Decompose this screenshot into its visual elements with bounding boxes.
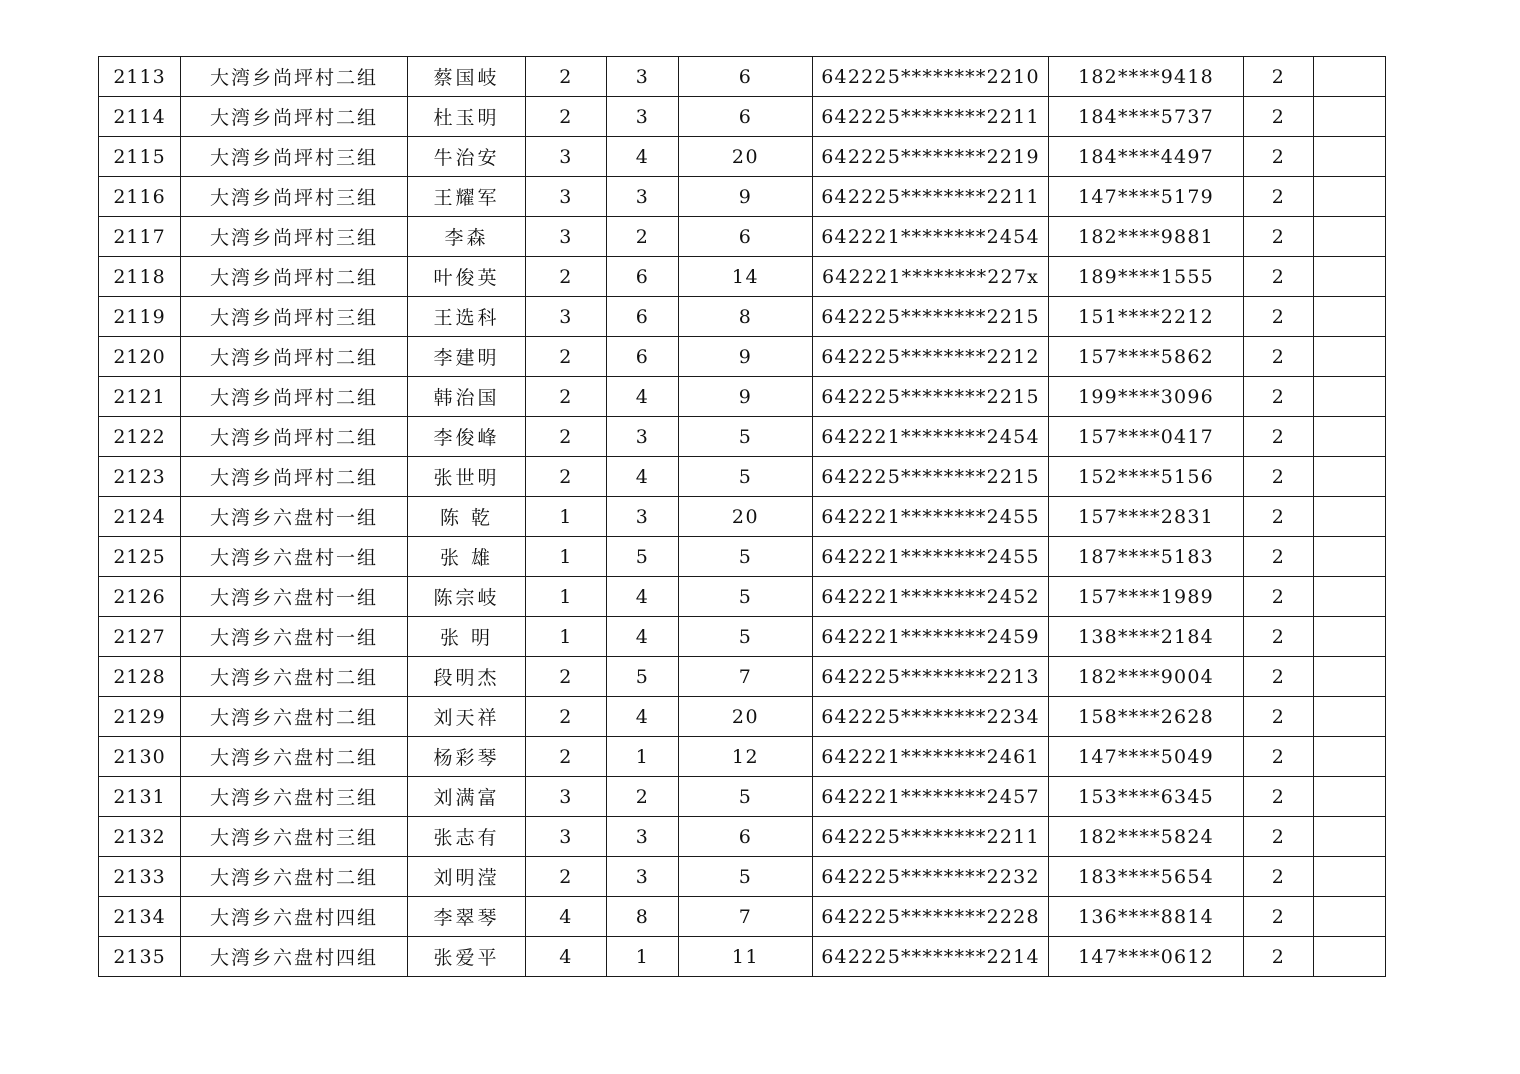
name-cell: 李翠琴 bbox=[408, 897, 526, 937]
phone-number-cell: 157****2831 bbox=[1049, 497, 1244, 537]
name-cell: 张世明 bbox=[408, 457, 526, 497]
value-cell-2: 4 bbox=[607, 617, 679, 657]
id-number-cell: 642225********2214 bbox=[813, 937, 1049, 977]
value-cell-3: 7 bbox=[679, 657, 813, 697]
roster-body bbox=[99, 57, 1386, 977]
table-row bbox=[99, 177, 1386, 217]
value-cell-3: 9 bbox=[679, 377, 813, 417]
table-row bbox=[99, 617, 1386, 657]
remark-cell bbox=[1314, 537, 1386, 577]
remark-cell bbox=[1314, 457, 1386, 497]
serial-number-cell: 2115 bbox=[99, 137, 181, 177]
id-number-cell: 642225********2212 bbox=[813, 337, 1049, 377]
serial-number-cell: 2124 bbox=[99, 497, 181, 537]
value-cell-3: 14 bbox=[679, 257, 813, 297]
value-cell-1: 2 bbox=[526, 97, 607, 137]
remark-cell bbox=[1314, 297, 1386, 337]
value-cell-4: 2 bbox=[1244, 457, 1314, 497]
remark-cell bbox=[1314, 377, 1386, 417]
address-cell: 大湾乡六盘村三组 bbox=[181, 817, 408, 857]
remark-cell bbox=[1314, 217, 1386, 257]
table-row bbox=[99, 657, 1386, 697]
name-cell: 段明杰 bbox=[408, 657, 526, 697]
value-cell-3: 5 bbox=[679, 857, 813, 897]
serial-number-cell: 2128 bbox=[99, 657, 181, 697]
remark-cell bbox=[1314, 817, 1386, 857]
value-cell-4: 2 bbox=[1244, 417, 1314, 457]
id-number-cell: 642221********2454 bbox=[813, 217, 1049, 257]
value-cell-3: 5 bbox=[679, 457, 813, 497]
value-cell-4: 2 bbox=[1244, 737, 1314, 777]
value-cell-3: 6 bbox=[679, 817, 813, 857]
remark-cell bbox=[1314, 657, 1386, 697]
value-cell-4: 2 bbox=[1244, 337, 1314, 377]
table-row bbox=[99, 937, 1386, 977]
id-number-cell: 642225********2228 bbox=[813, 897, 1049, 937]
table-row bbox=[99, 737, 1386, 777]
remark-cell bbox=[1314, 737, 1386, 777]
id-number-cell: 642221********2459 bbox=[813, 617, 1049, 657]
value-cell-1: 2 bbox=[526, 697, 607, 737]
remark-cell bbox=[1314, 577, 1386, 617]
phone-number-cell: 182****5824 bbox=[1049, 817, 1244, 857]
address-cell: 大湾乡尚坪村三组 bbox=[181, 177, 408, 217]
serial-number-cell: 2118 bbox=[99, 257, 181, 297]
id-number-cell: 642225********2213 bbox=[813, 657, 1049, 697]
serial-number-cell: 2116 bbox=[99, 177, 181, 217]
value-cell-1: 2 bbox=[526, 737, 607, 777]
id-number-cell: 642221********2452 bbox=[813, 577, 1049, 617]
name-cell: 王选科 bbox=[408, 297, 526, 337]
table-row bbox=[99, 337, 1386, 377]
value-cell-1: 1 bbox=[526, 577, 607, 617]
value-cell-1: 2 bbox=[526, 257, 607, 297]
value-cell-4: 2 bbox=[1244, 617, 1314, 657]
address-cell: 大湾乡六盘村四组 bbox=[181, 937, 408, 977]
phone-number-cell: 182****9881 bbox=[1049, 217, 1244, 257]
phone-number-cell: 183****5654 bbox=[1049, 857, 1244, 897]
value-cell-2: 6 bbox=[607, 297, 679, 337]
value-cell-3: 5 bbox=[679, 777, 813, 817]
value-cell-3: 6 bbox=[679, 97, 813, 137]
phone-number-cell: 157****1989 bbox=[1049, 577, 1244, 617]
remark-cell bbox=[1314, 937, 1386, 977]
remark-cell bbox=[1314, 897, 1386, 937]
address-cell: 大湾乡六盘村三组 bbox=[181, 777, 408, 817]
name-cell: 李森 bbox=[408, 217, 526, 257]
address-cell: 大湾乡六盘村四组 bbox=[181, 897, 408, 937]
serial-number-cell: 2126 bbox=[99, 577, 181, 617]
value-cell-4: 2 bbox=[1244, 777, 1314, 817]
value-cell-4: 2 bbox=[1244, 137, 1314, 177]
address-cell: 大湾乡尚坪村三组 bbox=[181, 137, 408, 177]
serial-number-cell: 2127 bbox=[99, 617, 181, 657]
value-cell-2: 2 bbox=[607, 777, 679, 817]
address-cell: 大湾乡六盘村二组 bbox=[181, 657, 408, 697]
value-cell-2: 6 bbox=[607, 337, 679, 377]
value-cell-1: 3 bbox=[526, 817, 607, 857]
phone-number-cell: 136****8814 bbox=[1049, 897, 1244, 937]
value-cell-3: 20 bbox=[679, 497, 813, 537]
address-cell: 大湾乡尚坪村二组 bbox=[181, 457, 408, 497]
name-cell: 刘明滢 bbox=[408, 857, 526, 897]
table-row bbox=[99, 537, 1386, 577]
phone-number-cell: 157****5862 bbox=[1049, 337, 1244, 377]
phone-number-cell: 147****5179 bbox=[1049, 177, 1244, 217]
value-cell-2: 4 bbox=[607, 137, 679, 177]
remark-cell bbox=[1314, 497, 1386, 537]
serial-number-cell: 2134 bbox=[99, 897, 181, 937]
id-number-cell: 642225********2211 bbox=[813, 817, 1049, 857]
address-cell: 大湾乡六盘村一组 bbox=[181, 577, 408, 617]
value-cell-1: 3 bbox=[526, 217, 607, 257]
serial-number-cell: 2132 bbox=[99, 817, 181, 857]
value-cell-4: 2 bbox=[1244, 697, 1314, 737]
name-cell: 牛治安 bbox=[408, 137, 526, 177]
value-cell-2: 1 bbox=[607, 937, 679, 977]
phone-number-cell: 158****2628 bbox=[1049, 697, 1244, 737]
name-cell: 张志有 bbox=[408, 817, 526, 857]
phone-number-cell: 182****9004 bbox=[1049, 657, 1244, 697]
serial-number-cell: 2122 bbox=[99, 417, 181, 457]
value-cell-3: 20 bbox=[679, 137, 813, 177]
phone-number-cell: 157****0417 bbox=[1049, 417, 1244, 457]
name-cell: 陈 乾 bbox=[408, 497, 526, 537]
phone-number-cell: 153****6345 bbox=[1049, 777, 1244, 817]
value-cell-4: 2 bbox=[1244, 377, 1314, 417]
name-cell: 叶俊英 bbox=[408, 257, 526, 297]
name-cell: 王耀军 bbox=[408, 177, 526, 217]
serial-number-cell: 2125 bbox=[99, 537, 181, 577]
remark-cell bbox=[1314, 177, 1386, 217]
value-cell-1: 3 bbox=[526, 777, 607, 817]
value-cell-1: 2 bbox=[526, 857, 607, 897]
address-cell: 大湾乡尚坪村二组 bbox=[181, 257, 408, 297]
value-cell-4: 2 bbox=[1244, 497, 1314, 537]
value-cell-4: 2 bbox=[1244, 537, 1314, 577]
name-cell: 张 明 bbox=[408, 617, 526, 657]
id-number-cell: 642221********2455 bbox=[813, 537, 1049, 577]
value-cell-1: 4 bbox=[526, 897, 607, 937]
id-number-cell: 642221********2457 bbox=[813, 777, 1049, 817]
table-row bbox=[99, 777, 1386, 817]
name-cell: 蔡国岐 bbox=[408, 57, 526, 97]
phone-number-cell: 187****5183 bbox=[1049, 537, 1244, 577]
table-row bbox=[99, 297, 1386, 337]
phone-number-cell: 184****5737 bbox=[1049, 97, 1244, 137]
id-number-cell: 642225********2215 bbox=[813, 297, 1049, 337]
table-row bbox=[99, 217, 1386, 257]
name-cell: 杨彩琴 bbox=[408, 737, 526, 777]
value-cell-3: 6 bbox=[679, 57, 813, 97]
value-cell-2: 4 bbox=[607, 377, 679, 417]
remark-cell bbox=[1314, 337, 1386, 377]
value-cell-1: 3 bbox=[526, 177, 607, 217]
value-cell-4: 2 bbox=[1244, 97, 1314, 137]
phone-number-cell: 189****1555 bbox=[1049, 257, 1244, 297]
table-row bbox=[99, 697, 1386, 737]
phone-number-cell: 138****2184 bbox=[1049, 617, 1244, 657]
table-row bbox=[99, 57, 1386, 97]
value-cell-3: 7 bbox=[679, 897, 813, 937]
address-cell: 大湾乡尚坪村二组 bbox=[181, 337, 408, 377]
id-number-cell: 642221********227x bbox=[813, 257, 1049, 297]
value-cell-2: 4 bbox=[607, 577, 679, 617]
value-cell-2: 3 bbox=[607, 57, 679, 97]
value-cell-4: 2 bbox=[1244, 577, 1314, 617]
value-cell-2: 5 bbox=[607, 537, 679, 577]
address-cell: 大湾乡六盘村一组 bbox=[181, 537, 408, 577]
remark-cell bbox=[1314, 257, 1386, 297]
table-row bbox=[99, 97, 1386, 137]
table-row bbox=[99, 897, 1386, 937]
value-cell-3: 5 bbox=[679, 417, 813, 457]
id-number-cell: 642221********2455 bbox=[813, 497, 1049, 537]
remark-cell bbox=[1314, 417, 1386, 457]
name-cell: 李俊峰 bbox=[408, 417, 526, 457]
phone-number-cell: 199****3096 bbox=[1049, 377, 1244, 417]
value-cell-2: 3 bbox=[607, 497, 679, 537]
value-cell-3: 5 bbox=[679, 537, 813, 577]
id-number-cell: 642225********2234 bbox=[813, 697, 1049, 737]
address-cell: 大湾乡尚坪村二组 bbox=[181, 417, 408, 457]
table-row bbox=[99, 857, 1386, 897]
value-cell-1: 2 bbox=[526, 377, 607, 417]
value-cell-2: 3 bbox=[607, 97, 679, 137]
value-cell-4: 2 bbox=[1244, 217, 1314, 257]
table-row bbox=[99, 577, 1386, 617]
value-cell-1: 4 bbox=[526, 937, 607, 977]
name-cell: 刘满富 bbox=[408, 777, 526, 817]
value-cell-2: 8 bbox=[607, 897, 679, 937]
address-cell: 大湾乡六盘村二组 bbox=[181, 697, 408, 737]
value-cell-2: 1 bbox=[607, 737, 679, 777]
table-row bbox=[99, 497, 1386, 537]
table-row bbox=[99, 417, 1386, 457]
value-cell-4: 2 bbox=[1244, 657, 1314, 697]
serial-number-cell: 2135 bbox=[99, 937, 181, 977]
remark-cell bbox=[1314, 777, 1386, 817]
serial-number-cell: 2121 bbox=[99, 377, 181, 417]
value-cell-1: 1 bbox=[526, 537, 607, 577]
table-row bbox=[99, 377, 1386, 417]
id-number-cell: 642225********2210 bbox=[813, 57, 1049, 97]
value-cell-2: 3 bbox=[607, 857, 679, 897]
phone-number-cell: 151****2212 bbox=[1049, 297, 1244, 337]
value-cell-1: 2 bbox=[526, 657, 607, 697]
id-number-cell: 642225********2219 bbox=[813, 137, 1049, 177]
serial-number-cell: 2119 bbox=[99, 297, 181, 337]
value-cell-2: 3 bbox=[607, 817, 679, 857]
value-cell-1: 2 bbox=[526, 57, 607, 97]
serial-number-cell: 2133 bbox=[99, 857, 181, 897]
serial-number-cell: 2113 bbox=[99, 57, 181, 97]
name-cell: 李建明 bbox=[408, 337, 526, 377]
name-cell: 张爱平 bbox=[408, 937, 526, 977]
table-row bbox=[99, 257, 1386, 297]
value-cell-4: 2 bbox=[1244, 177, 1314, 217]
value-cell-1: 2 bbox=[526, 337, 607, 377]
value-cell-3: 11 bbox=[679, 937, 813, 977]
remark-cell bbox=[1314, 97, 1386, 137]
serial-number-cell: 2123 bbox=[99, 457, 181, 497]
remark-cell bbox=[1314, 857, 1386, 897]
table-row bbox=[99, 817, 1386, 857]
value-cell-3: 5 bbox=[679, 577, 813, 617]
value-cell-4: 2 bbox=[1244, 817, 1314, 857]
phone-number-cell: 147****0612 bbox=[1049, 937, 1244, 977]
remark-cell bbox=[1314, 697, 1386, 737]
value-cell-1: 1 bbox=[526, 497, 607, 537]
phone-number-cell: 184****4497 bbox=[1049, 137, 1244, 177]
table-row bbox=[99, 457, 1386, 497]
id-number-cell: 642225********2215 bbox=[813, 377, 1049, 417]
address-cell: 大湾乡尚坪村三组 bbox=[181, 217, 408, 257]
value-cell-1: 3 bbox=[526, 137, 607, 177]
roster-table bbox=[98, 56, 1386, 977]
name-cell: 杜玉明 bbox=[408, 97, 526, 137]
phone-number-cell: 152****5156 bbox=[1049, 457, 1244, 497]
value-cell-3: 8 bbox=[679, 297, 813, 337]
address-cell: 大湾乡六盘村一组 bbox=[181, 497, 408, 537]
value-cell-1: 3 bbox=[526, 297, 607, 337]
name-cell: 张 雄 bbox=[408, 537, 526, 577]
id-number-cell: 642225********2232 bbox=[813, 857, 1049, 897]
address-cell: 大湾乡尚坪村二组 bbox=[181, 377, 408, 417]
value-cell-3: 9 bbox=[679, 337, 813, 377]
address-cell: 大湾乡尚坪村二组 bbox=[181, 97, 408, 137]
value-cell-3: 20 bbox=[679, 697, 813, 737]
value-cell-2: 6 bbox=[607, 257, 679, 297]
address-cell: 大湾乡尚坪村三组 bbox=[181, 297, 408, 337]
value-cell-2: 4 bbox=[607, 457, 679, 497]
address-cell: 大湾乡六盘村一组 bbox=[181, 617, 408, 657]
value-cell-1: 2 bbox=[526, 417, 607, 457]
name-cell: 韩治国 bbox=[408, 377, 526, 417]
value-cell-3: 5 bbox=[679, 617, 813, 657]
value-cell-4: 2 bbox=[1244, 57, 1314, 97]
address-cell: 大湾乡六盘村二组 bbox=[181, 857, 408, 897]
remark-cell bbox=[1314, 137, 1386, 177]
name-cell: 刘天祥 bbox=[408, 697, 526, 737]
address-cell: 大湾乡六盘村二组 bbox=[181, 737, 408, 777]
value-cell-3: 6 bbox=[679, 217, 813, 257]
address-cell: 大湾乡尚坪村二组 bbox=[181, 57, 408, 97]
value-cell-2: 2 bbox=[607, 217, 679, 257]
id-number-cell: 642221********2454 bbox=[813, 417, 1049, 457]
phone-number-cell: 182****9418 bbox=[1049, 57, 1244, 97]
serial-number-cell: 2120 bbox=[99, 337, 181, 377]
value-cell-4: 2 bbox=[1244, 937, 1314, 977]
name-cell: 陈宗岐 bbox=[408, 577, 526, 617]
value-cell-3: 12 bbox=[679, 737, 813, 777]
serial-number-cell: 2114 bbox=[99, 97, 181, 137]
serial-number-cell: 2117 bbox=[99, 217, 181, 257]
serial-number-cell: 2131 bbox=[99, 777, 181, 817]
serial-number-cell: 2130 bbox=[99, 737, 181, 777]
value-cell-1: 2 bbox=[526, 457, 607, 497]
value-cell-2: 3 bbox=[607, 177, 679, 217]
value-cell-4: 2 bbox=[1244, 297, 1314, 337]
value-cell-4: 2 bbox=[1244, 897, 1314, 937]
id-number-cell: 642225********2211 bbox=[813, 97, 1049, 137]
remark-cell bbox=[1314, 57, 1386, 97]
value-cell-2: 4 bbox=[607, 697, 679, 737]
phone-number-cell: 147****5049 bbox=[1049, 737, 1244, 777]
id-number-cell: 642221********2461 bbox=[813, 737, 1049, 777]
remark-cell bbox=[1314, 617, 1386, 657]
value-cell-4: 2 bbox=[1244, 857, 1314, 897]
serial-number-cell: 2129 bbox=[99, 697, 181, 737]
id-number-cell: 642225********2211 bbox=[813, 177, 1049, 217]
value-cell-2: 5 bbox=[607, 657, 679, 697]
id-number-cell: 642225********2215 bbox=[813, 457, 1049, 497]
value-cell-1: 1 bbox=[526, 617, 607, 657]
value-cell-2: 3 bbox=[607, 417, 679, 457]
value-cell-4: 2 bbox=[1244, 257, 1314, 297]
value-cell-3: 9 bbox=[679, 177, 813, 217]
table-row bbox=[99, 137, 1386, 177]
